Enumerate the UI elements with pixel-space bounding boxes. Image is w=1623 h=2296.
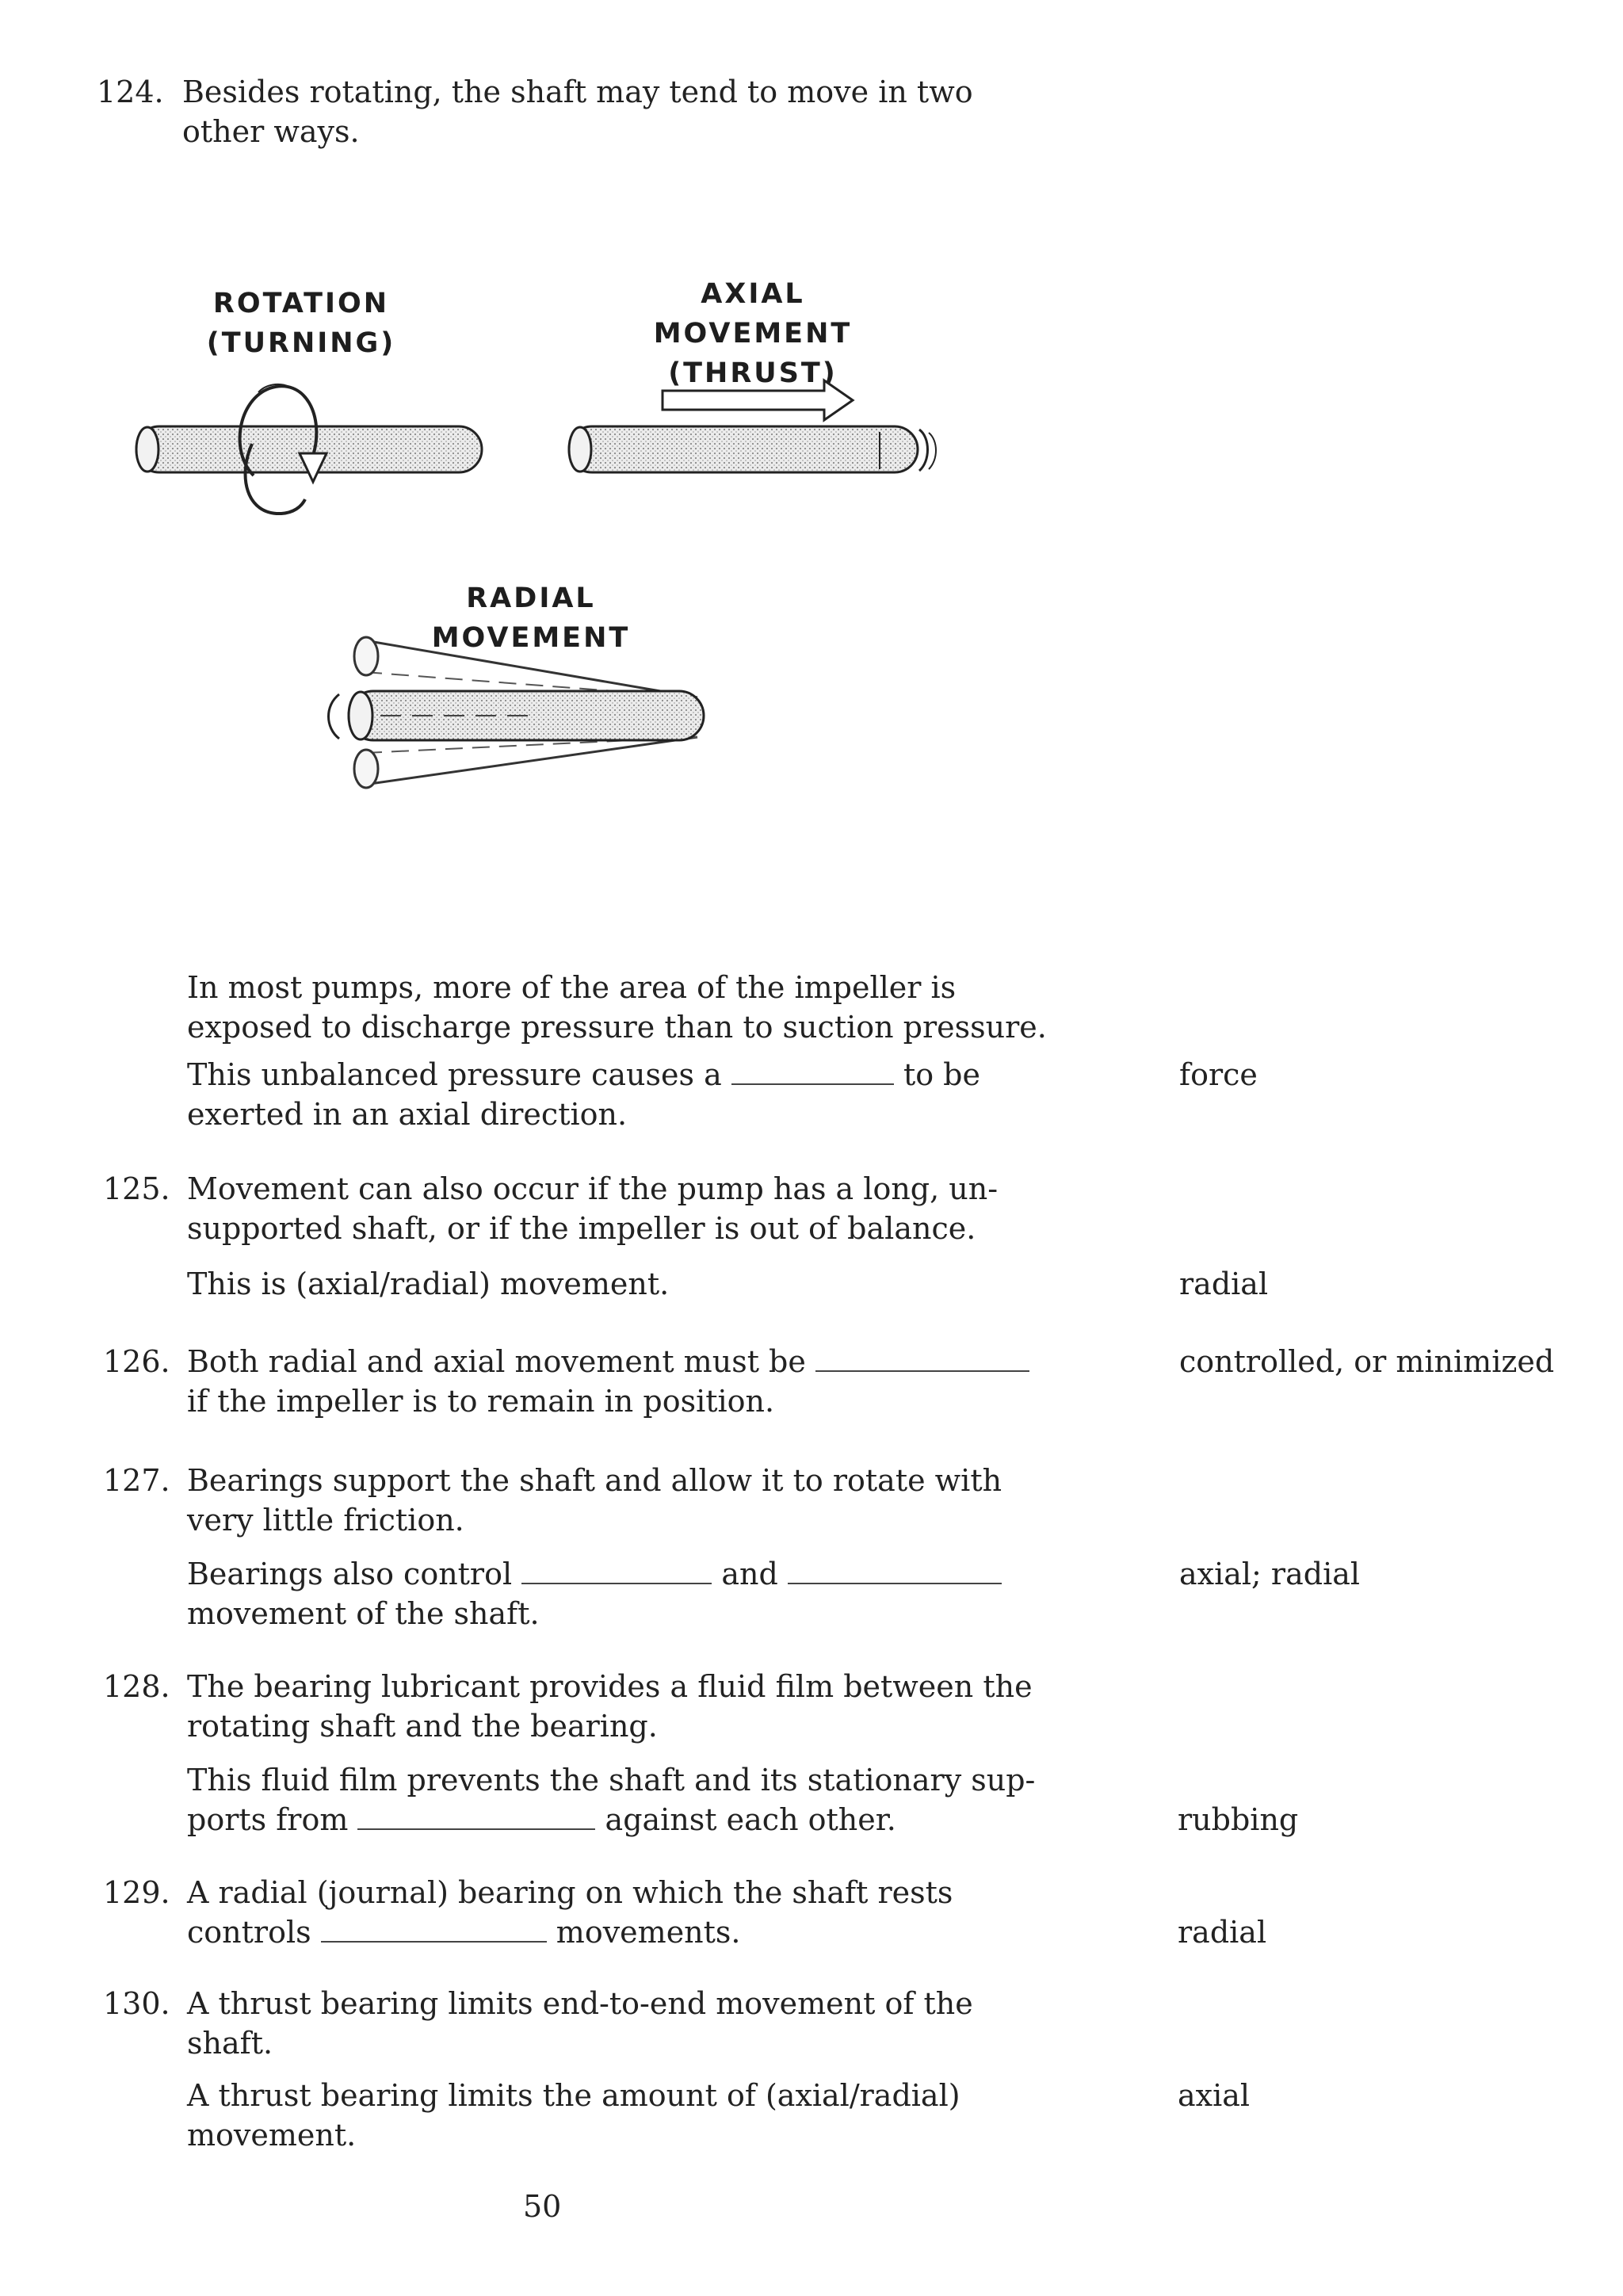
- frame-124-line2: other ways.: [182, 114, 360, 149]
- answer-128: rubbing: [1178, 1802, 1299, 1837]
- frame-125-line3: This is (axial/radial) movement.: [187, 1266, 670, 1301]
- answer-blank: [521, 1559, 712, 1584]
- axial-shaft-icon: [569, 426, 936, 472]
- axial-label-line2: (THRUST): [668, 357, 838, 389]
- frame-127-line3: [187, 1555, 1002, 1593]
- frame-130-line2: shaft.: [187, 2026, 273, 2061]
- answer-blank: [731, 1060, 894, 1085]
- answer-blank: [815, 1347, 1029, 1372]
- answer-129: radial: [1178, 1915, 1267, 1950]
- frame-127-line3-start: Bearings also control: [187, 1557, 513, 1591]
- frame-129-line2-end: movements.: [556, 1915, 741, 1950]
- page-number: 50: [523, 2189, 562, 2224]
- frame-126-line1-text: Both radial and axial movement must be: [187, 1344, 806, 1379]
- frame-126-line1: [187, 1343, 1029, 1381]
- frame-129-line1: A radial (journal) bearing on which the shaft rests: [187, 1875, 953, 1910]
- frame-124b-line3-start: This unbalanced pressure causes a: [187, 1057, 722, 1092]
- answer-blank: [357, 1805, 595, 1830]
- frame-number-127: 127.: [103, 1463, 170, 1498]
- axial-label-line1: AXIAL MOVEMENT: [653, 278, 853, 350]
- answer-blank: [321, 1917, 547, 1943]
- shaft-movement-diagram: [0, 0, 1623, 840]
- rotation-label-line1: ROTATION: [212, 288, 390, 319]
- frame-127-line3-mid: and: [721, 1557, 778, 1591]
- frame-124b-line3-end: to be: [903, 1057, 980, 1092]
- frame-124b-line2: exposed to discharge pressure than to suction pressure.: [187, 1010, 1047, 1045]
- answer-125: radial: [1179, 1266, 1269, 1301]
- thrust-arrow-icon: [663, 380, 853, 420]
- answer-126: controlled, or minimized: [1179, 1344, 1555, 1379]
- frame-130-line3: A thrust bearing limits the amount of (axial/radial): [187, 2078, 960, 2113]
- frame-129-line2: [187, 1913, 741, 1951]
- radial-movement-label: RADIAL MOVEMENT: [431, 583, 631, 654]
- rotation-label-line2: (TURNING): [206, 327, 396, 359]
- frame-127-line2: very little friction.: [187, 1503, 464, 1538]
- frame-128-line2: rotating shaft and the bearing.: [187, 1709, 658, 1744]
- frame-number-125: 125.: [103, 1171, 170, 1206]
- frame-124-line1: Besides rotating, the shaft may tend to move in two: [182, 74, 973, 109]
- frame-128-line4-start: ports from: [187, 1802, 349, 1837]
- radial-shaft-icon: [329, 637, 705, 788]
- frame-130-line1: A thrust bearing limits end-to-end movement of the: [187, 1986, 973, 2021]
- frame-129-line2-start: controls: [187, 1915, 311, 1950]
- frame-number-129: 129.: [103, 1875, 170, 1910]
- answer-130: axial: [1178, 2078, 1251, 2113]
- frame-128-line4: [187, 1801, 896, 1839]
- frame-number-126: 126.: [103, 1344, 170, 1379]
- frame-128-line1: The bearing lubricant provides a fluid film between the: [187, 1669, 1033, 1704]
- frame-128-line3: This fluid film prevents the shaft and its stationary sup-: [187, 1763, 1036, 1797]
- frame-128-line4-end: against each other.: [605, 1802, 896, 1837]
- frame-124b-line3: [187, 1056, 980, 1094]
- frame-127-line1: Bearings support the shaft and allow it to rotate with: [187, 1463, 1002, 1498]
- frame-number-128: 128.: [103, 1669, 170, 1704]
- frame-number-130: 130.: [103, 1986, 170, 2021]
- frame-126-line2: if the impeller is to remain in position.: [187, 1384, 775, 1419]
- frame-125-line1: Movement can also occur if the pump has a long, un-: [187, 1171, 999, 1206]
- answer-blank: [788, 1559, 1002, 1584]
- frame-125-line2: supported shaft, or if the impeller is out of balance.: [187, 1211, 976, 1246]
- answer-124: force: [1179, 1057, 1258, 1092]
- frame-127-line4: movement of the shaft.: [187, 1596, 540, 1631]
- frame-124b-line1: In most pumps, more of the area of the impeller is: [187, 970, 957, 1005]
- frame-number-124: 124.: [97, 74, 164, 109]
- frame-124b-line4: exerted in an axial direction.: [187, 1097, 628, 1132]
- answer-127: axial; radial: [1179, 1557, 1361, 1591]
- frame-130-line4: movement.: [187, 2118, 357, 2153]
